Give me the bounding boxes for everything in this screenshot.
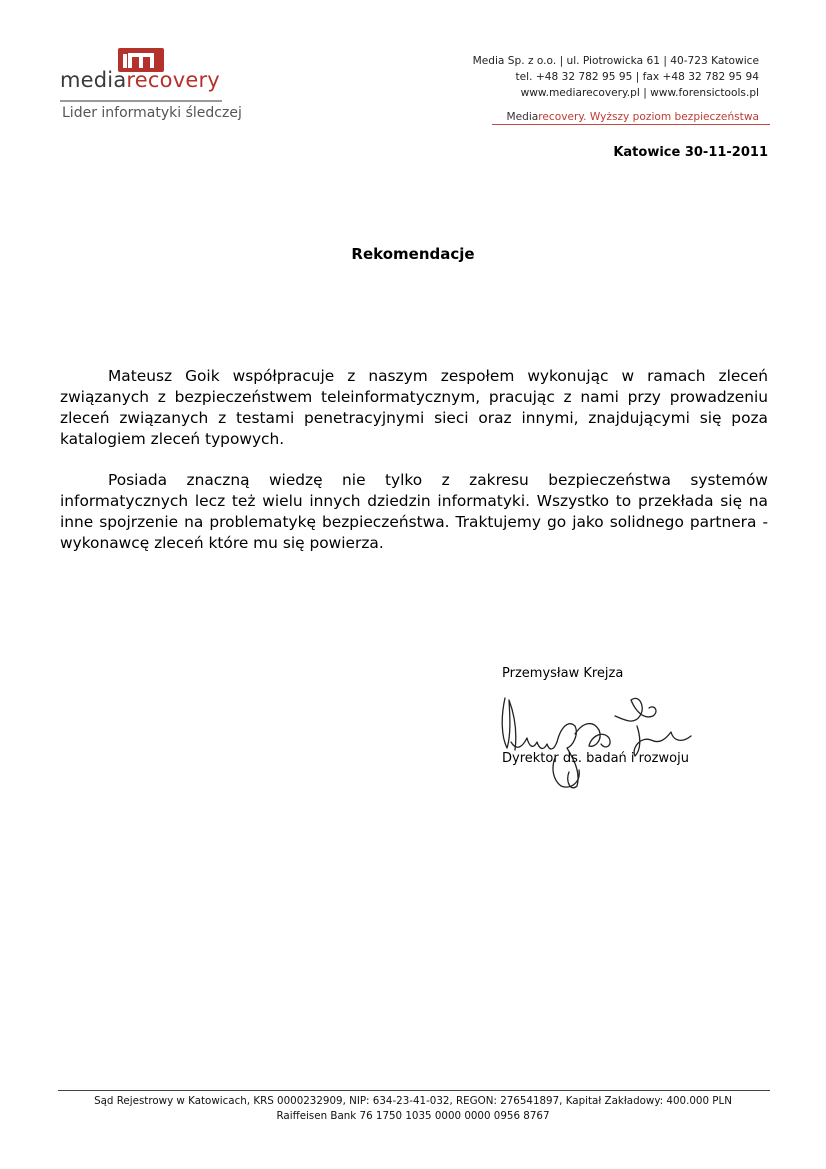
logo-word-recovery: recovery: [126, 68, 220, 92]
handwritten-signature-icon: [495, 686, 715, 796]
company-info: [473, 53, 759, 101]
paragraph-1: Mateusz Goik współpracuje z naszym zespołem wykonując w ramach zleceń związanych z bezpieczeństwem teleinformatycznym, pracując z nami przy prowadzeniu zleceń związanych z testami penetracyjnymi sieci oraz innymi, znajdującymi się poza katalogiem zleceń typowych.: [60, 367, 768, 448]
logo-word-media: media: [60, 68, 127, 92]
footer-bank: Raiffeisen Bank 76 1750 1035 0000 0000 0956 8767: [276, 1110, 550, 1122]
letter-date: Katowice 30-11-2011: [613, 145, 768, 160]
footer-divider: [58, 1090, 770, 1091]
logo-wordmark: [60, 70, 220, 91]
logo-tagline: Lider informatyki śledczej: [62, 105, 242, 121]
paragraph-2: Posiada znaczną wiedzę nie tylko z zakresu bezpieczeństwa systemów informatycznych lecz też wielu innych dziedzin informatyki. Wszystko to przekłada się na inne spojrzenie na problematykę bezpieczeństwa. Traktujemy go jako solidnego partnera - wykonawcę zleceń które mu się powierza.: [60, 471, 768, 552]
footer-registration: Sąd Rejestrowy w Katowicach, KRS 0000232909, NIP: 634-23-41-032, REGON: 276541897, Kapitał Zakładowy: 400.000 PLN: [94, 1095, 732, 1107]
letter-body: [60, 366, 768, 574]
company-phone: tel. +48 32 782 95 95 | fax +48 32 782 95 94: [515, 71, 759, 83]
company-address: Media Sp. z o.o. | ul. Piotrowicka 61 | 40-723 Katowice: [472, 55, 759, 67]
letter-title: Rekomendacje: [351, 245, 475, 263]
logo-divider: [60, 100, 222, 102]
slogan-rest: recovery. Wyższy poziom bezpieczeństwa: [538, 111, 759, 123]
signatory-name: Przemysław Krejza: [502, 666, 624, 681]
slogan-media: Media: [506, 111, 539, 123]
company-websites: www.mediarecovery.pl | www.forensictools.pl: [520, 87, 759, 99]
company-slogan: [506, 111, 759, 123]
signatory-role: Dyrektor ds. badań i rozwoju: [502, 751, 689, 766]
footer: [0, 1094, 826, 1124]
slogan-underline: [492, 124, 770, 125]
